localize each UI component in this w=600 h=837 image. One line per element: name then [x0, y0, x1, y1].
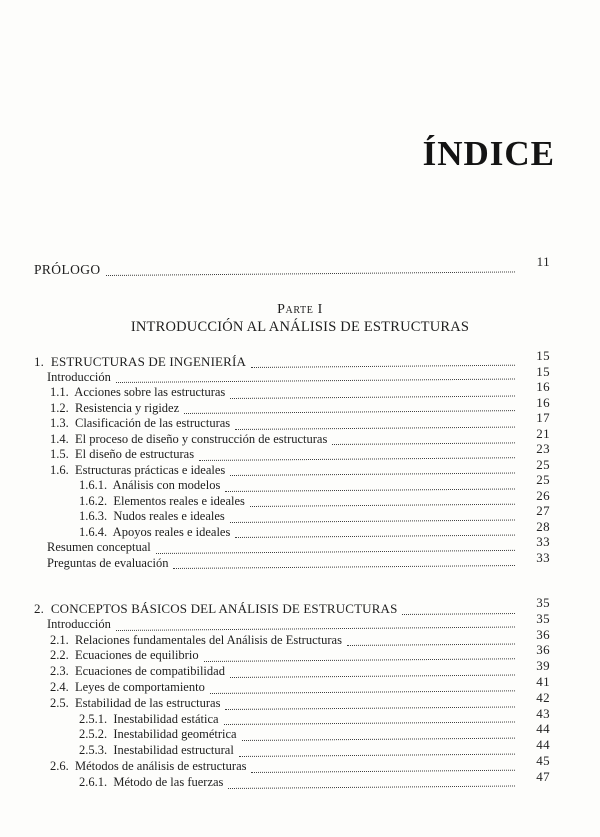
page-number: 35	[536, 595, 550, 610]
toc-entry-label: 2.6. Métodos de análisis de estructuras	[50, 758, 247, 773]
toc-entry-label: 2.5. Estabilidad de las estructuras	[50, 695, 221, 710]
page-number: 11	[536, 254, 550, 269]
chapter-2-entries	[34, 595, 550, 791]
toc-row	[34, 518, 550, 541]
toc-row	[34, 363, 550, 386]
toc-row	[34, 752, 550, 775]
toc-row	[34, 595, 550, 617]
toc-row	[34, 379, 550, 401]
toc-entry-label: 2. CONCEPTOS BÁSICOS DEL ANÁLISIS DE ESTRUCTURAS	[34, 601, 398, 616]
toc-entry-label: 1.1. Acciones sobre las estructuras	[50, 385, 226, 399]
toc-row	[34, 425, 550, 448]
toc-entry-label: 1. ESTRUCTURAS DE INGENIERÍA	[34, 354, 246, 369]
toc-row	[34, 705, 550, 728]
toc-entry-label: 2.1. Relaciones fundamentales del Análisis de Estructuras	[50, 632, 342, 647]
page-number: 36	[536, 642, 550, 658]
toc-entry-label: 1.6. Estructuras prácticas e ideales	[50, 462, 226, 477]
toc-row	[34, 689, 550, 712]
dot-leader	[168, 556, 518, 572]
part-kicker: Parte I	[277, 302, 323, 317]
dot-leader	[237, 727, 518, 743]
dot-leader	[194, 447, 518, 463]
dot-leader	[245, 494, 518, 510]
page-number: 17	[536, 410, 550, 425]
toc-entry-label: 1.6.2. Elementos reales e ideales	[79, 493, 245, 508]
page-number: 21	[536, 425, 550, 441]
dot-leader	[205, 680, 518, 696]
toc-entry-label: 2.5.3. Inestabilidad estructural	[79, 743, 234, 758]
toc-entry-label: 2.5.1. Inestabilidad estática	[79, 711, 219, 726]
page-number: 45	[536, 752, 550, 768]
prologue-label: PRÓLOGO	[34, 262, 101, 277]
toc-row	[34, 721, 550, 743]
toc-row	[34, 394, 550, 417]
toc-row	[34, 549, 550, 572]
toc-row	[34, 534, 550, 556]
dot-leader	[111, 617, 518, 633]
toc-entry-label: Resumen conceptual	[47, 540, 151, 554]
dot-leader	[225, 509, 518, 525]
toc-row	[34, 472, 550, 494]
toc-entry-label: Preguntas de evaluación	[47, 555, 169, 570]
prologue-row	[34, 254, 550, 278]
toc-entry-label: 2.3. Ecuaciones de compatibilidad	[50, 664, 225, 679]
toc-row	[34, 456, 550, 479]
page-number: 15	[536, 348, 550, 363]
dot-leader	[246, 354, 518, 370]
toc-row	[34, 642, 550, 664]
page-number: 16	[536, 394, 550, 410]
part-title: INTRODUCCIÓN AL ANÁLISIS DE ESTRUCTURAS	[130, 319, 470, 335]
page-number: 33	[536, 549, 550, 565]
toc-entry-label: 1.6.1. Análisis con modelos	[79, 478, 221, 492]
dot-leader	[225, 664, 518, 680]
page-number: 36	[536, 626, 550, 642]
toc-entry-label: 1.4. El proceso de diseño y construcción de estructuras	[50, 431, 328, 446]
page-number: 16	[536, 379, 550, 394]
page-number: 25	[536, 456, 550, 472]
dot-leader	[220, 696, 518, 712]
dot-leader	[223, 775, 518, 791]
toc-entry-label: Introducción	[47, 616, 111, 631]
toc-entry-label: 1.2. Resistencia y rigidez	[50, 400, 180, 415]
page-number: 44	[536, 721, 550, 737]
page-number: 23	[536, 441, 550, 456]
page-number: 26	[536, 487, 550, 503]
dot-leader	[342, 633, 518, 649]
dot-leader	[219, 712, 518, 728]
dot-leader	[111, 370, 518, 386]
page-number: 39	[536, 658, 550, 674]
dot-leader	[220, 478, 518, 494]
chapter-1-entries	[34, 348, 550, 571]
dot-leader	[230, 416, 518, 432]
dot-leader	[199, 648, 518, 664]
page-number: 35	[536, 610, 550, 626]
toc-row	[34, 768, 550, 791]
toc-row	[34, 487, 550, 510]
toc-row	[34, 441, 550, 463]
toc-entry-label: 1.3. Clasificación de las estructuras	[50, 416, 231, 430]
toc-row	[34, 626, 550, 649]
part-heading	[0, 302, 600, 336]
dot-leader	[225, 385, 518, 401]
toc-entry-label: 2.6.1. Método de las fuerzas	[79, 774, 224, 789]
page-number: 41	[536, 673, 550, 689]
page-number: 15	[536, 363, 550, 379]
dot-leader	[230, 525, 518, 541]
page-number: 25	[536, 472, 550, 487]
toc-entry-label: 1.5. El diseño de estructuras	[50, 447, 195, 461]
dot-leader	[225, 463, 518, 479]
page-number: 43	[536, 705, 550, 721]
toc-entry-label: 2.4. Leyes de comportamiento	[50, 679, 205, 694]
dot-leader	[179, 401, 518, 417]
dot-leader	[151, 540, 518, 556]
toc-entry-label: 2.2. Ecuaciones de equilibrio	[50, 648, 199, 663]
dot-leader	[101, 262, 518, 278]
dot-leader	[246, 759, 518, 775]
page-title: ÍNDICE	[422, 134, 555, 173]
toc-row	[34, 658, 550, 680]
dot-leader	[327, 432, 518, 448]
page-number: 27	[536, 503, 550, 518]
dot-leader	[397, 601, 518, 617]
toc-row	[34, 410, 550, 432]
toc-row	[34, 737, 550, 759]
page-number: 44	[536, 737, 550, 753]
toc-row	[34, 503, 550, 525]
dot-leader	[234, 743, 518, 759]
toc-row	[34, 673, 550, 696]
page-number: 33	[536, 534, 550, 549]
page-number: 47	[536, 768, 550, 784]
toc-row	[34, 610, 550, 633]
toc-entry-label: 1.6.4. Apoyos reales e ideales	[79, 524, 231, 539]
toc-entry-label: 2.5.2. Inestabilidad geométrica	[79, 727, 237, 742]
toc-entry-label: 1.6.3. Nudos reales e ideales	[79, 509, 225, 523]
page-number: 42	[536, 689, 550, 705]
page-number: 28	[536, 518, 550, 534]
toc-entry-label: Introducción	[47, 369, 111, 384]
toc-row	[34, 348, 550, 370]
